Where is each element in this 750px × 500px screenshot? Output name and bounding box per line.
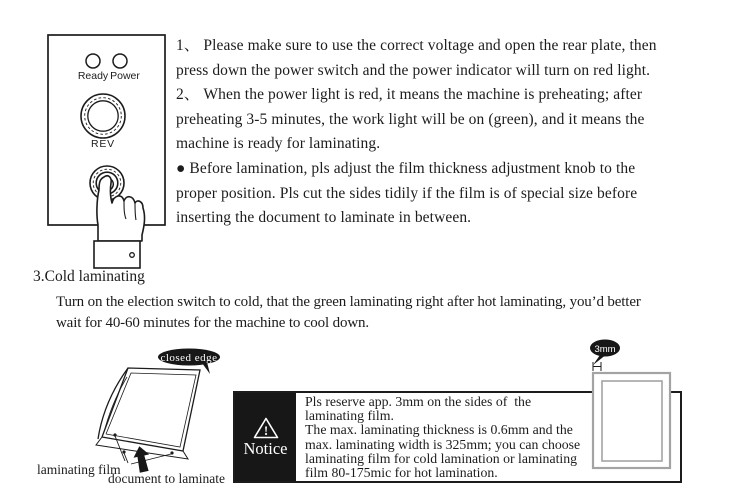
- text-line: laminating film.: [305, 408, 394, 424]
- film-inner-edge: [602, 381, 662, 461]
- power-led-label: Power: [110, 70, 140, 82]
- margin-balloon-label: 3mm: [594, 344, 616, 355]
- text-line: preheating 3-5 minutes, the work light will be on (green), and it means the: [176, 110, 645, 128]
- text-line: wait for 40-60 minutes for the machine to cool down.: [56, 314, 369, 331]
- section-3-heading: 3.Cold laminating: [33, 268, 145, 285]
- laminating-film-label: laminating film: [37, 462, 121, 477]
- rev-label: REV: [91, 138, 115, 150]
- ready-led-icon: [86, 54, 100, 68]
- text-line: laminating film for cold lamination or laminating: [305, 450, 578, 466]
- text-line: 2、 When the power light is red, it means the machine is preheating; after: [176, 86, 643, 104]
- text-line: machine is ready for laminating.: [176, 135, 381, 153]
- text-line: inserting the document to laminate in between.: [176, 209, 472, 227]
- text-line: proper position. Pls cut the sides tidily if the film is of special size before: [176, 184, 638, 202]
- text-line: Turn on the election switch to cold, that the green laminating right after hot laminating, you’d better: [56, 294, 641, 310]
- closed-edge-label: closed edge: [160, 352, 218, 364]
- text-line: 1、 Please make sure to use the correct voltage and open the rear plate, then: [176, 37, 657, 54]
- warning-triangle-icon: [253, 417, 279, 439]
- notice-text: [296, 393, 580, 481]
- film-margin-diagram: [580, 333, 690, 491]
- svg-text:!: !: [263, 422, 268, 438]
- notice-label-cell: [235, 393, 296, 481]
- document-to-laminate-label: document to laminate: [108, 471, 225, 486]
- ready-led-label: Ready: [77, 70, 109, 82]
- text-line: press down the power switch and the power indicator will turn on red light.: [176, 61, 651, 79]
- section-3-paragraph: [56, 292, 641, 334]
- rev-knob-icon: [81, 94, 125, 138]
- text-line: ● Before lamination, pls adjust the film thickness adjustment knob to the: [176, 159, 636, 177]
- text-line: The max. laminating thickness is 0.6mm and the: [305, 422, 573, 438]
- control-panel-diagram: [40, 28, 180, 276]
- film-sheet-drawing: [96, 368, 200, 464]
- text-line: film 80-175mic for hot lamination.: [305, 465, 498, 481]
- power-led-icon: [113, 54, 127, 68]
- margin-balloon: [590, 340, 620, 366]
- text-line: Pls reserve app. 3mm on the sides of the: [305, 394, 532, 409]
- film-pouch-diagram: [30, 335, 244, 495]
- instructions-text: [176, 34, 657, 231]
- text-line: max. laminating width is 325mm; you can choose: [305, 436, 581, 452]
- notice-title: Notice: [243, 438, 288, 458]
